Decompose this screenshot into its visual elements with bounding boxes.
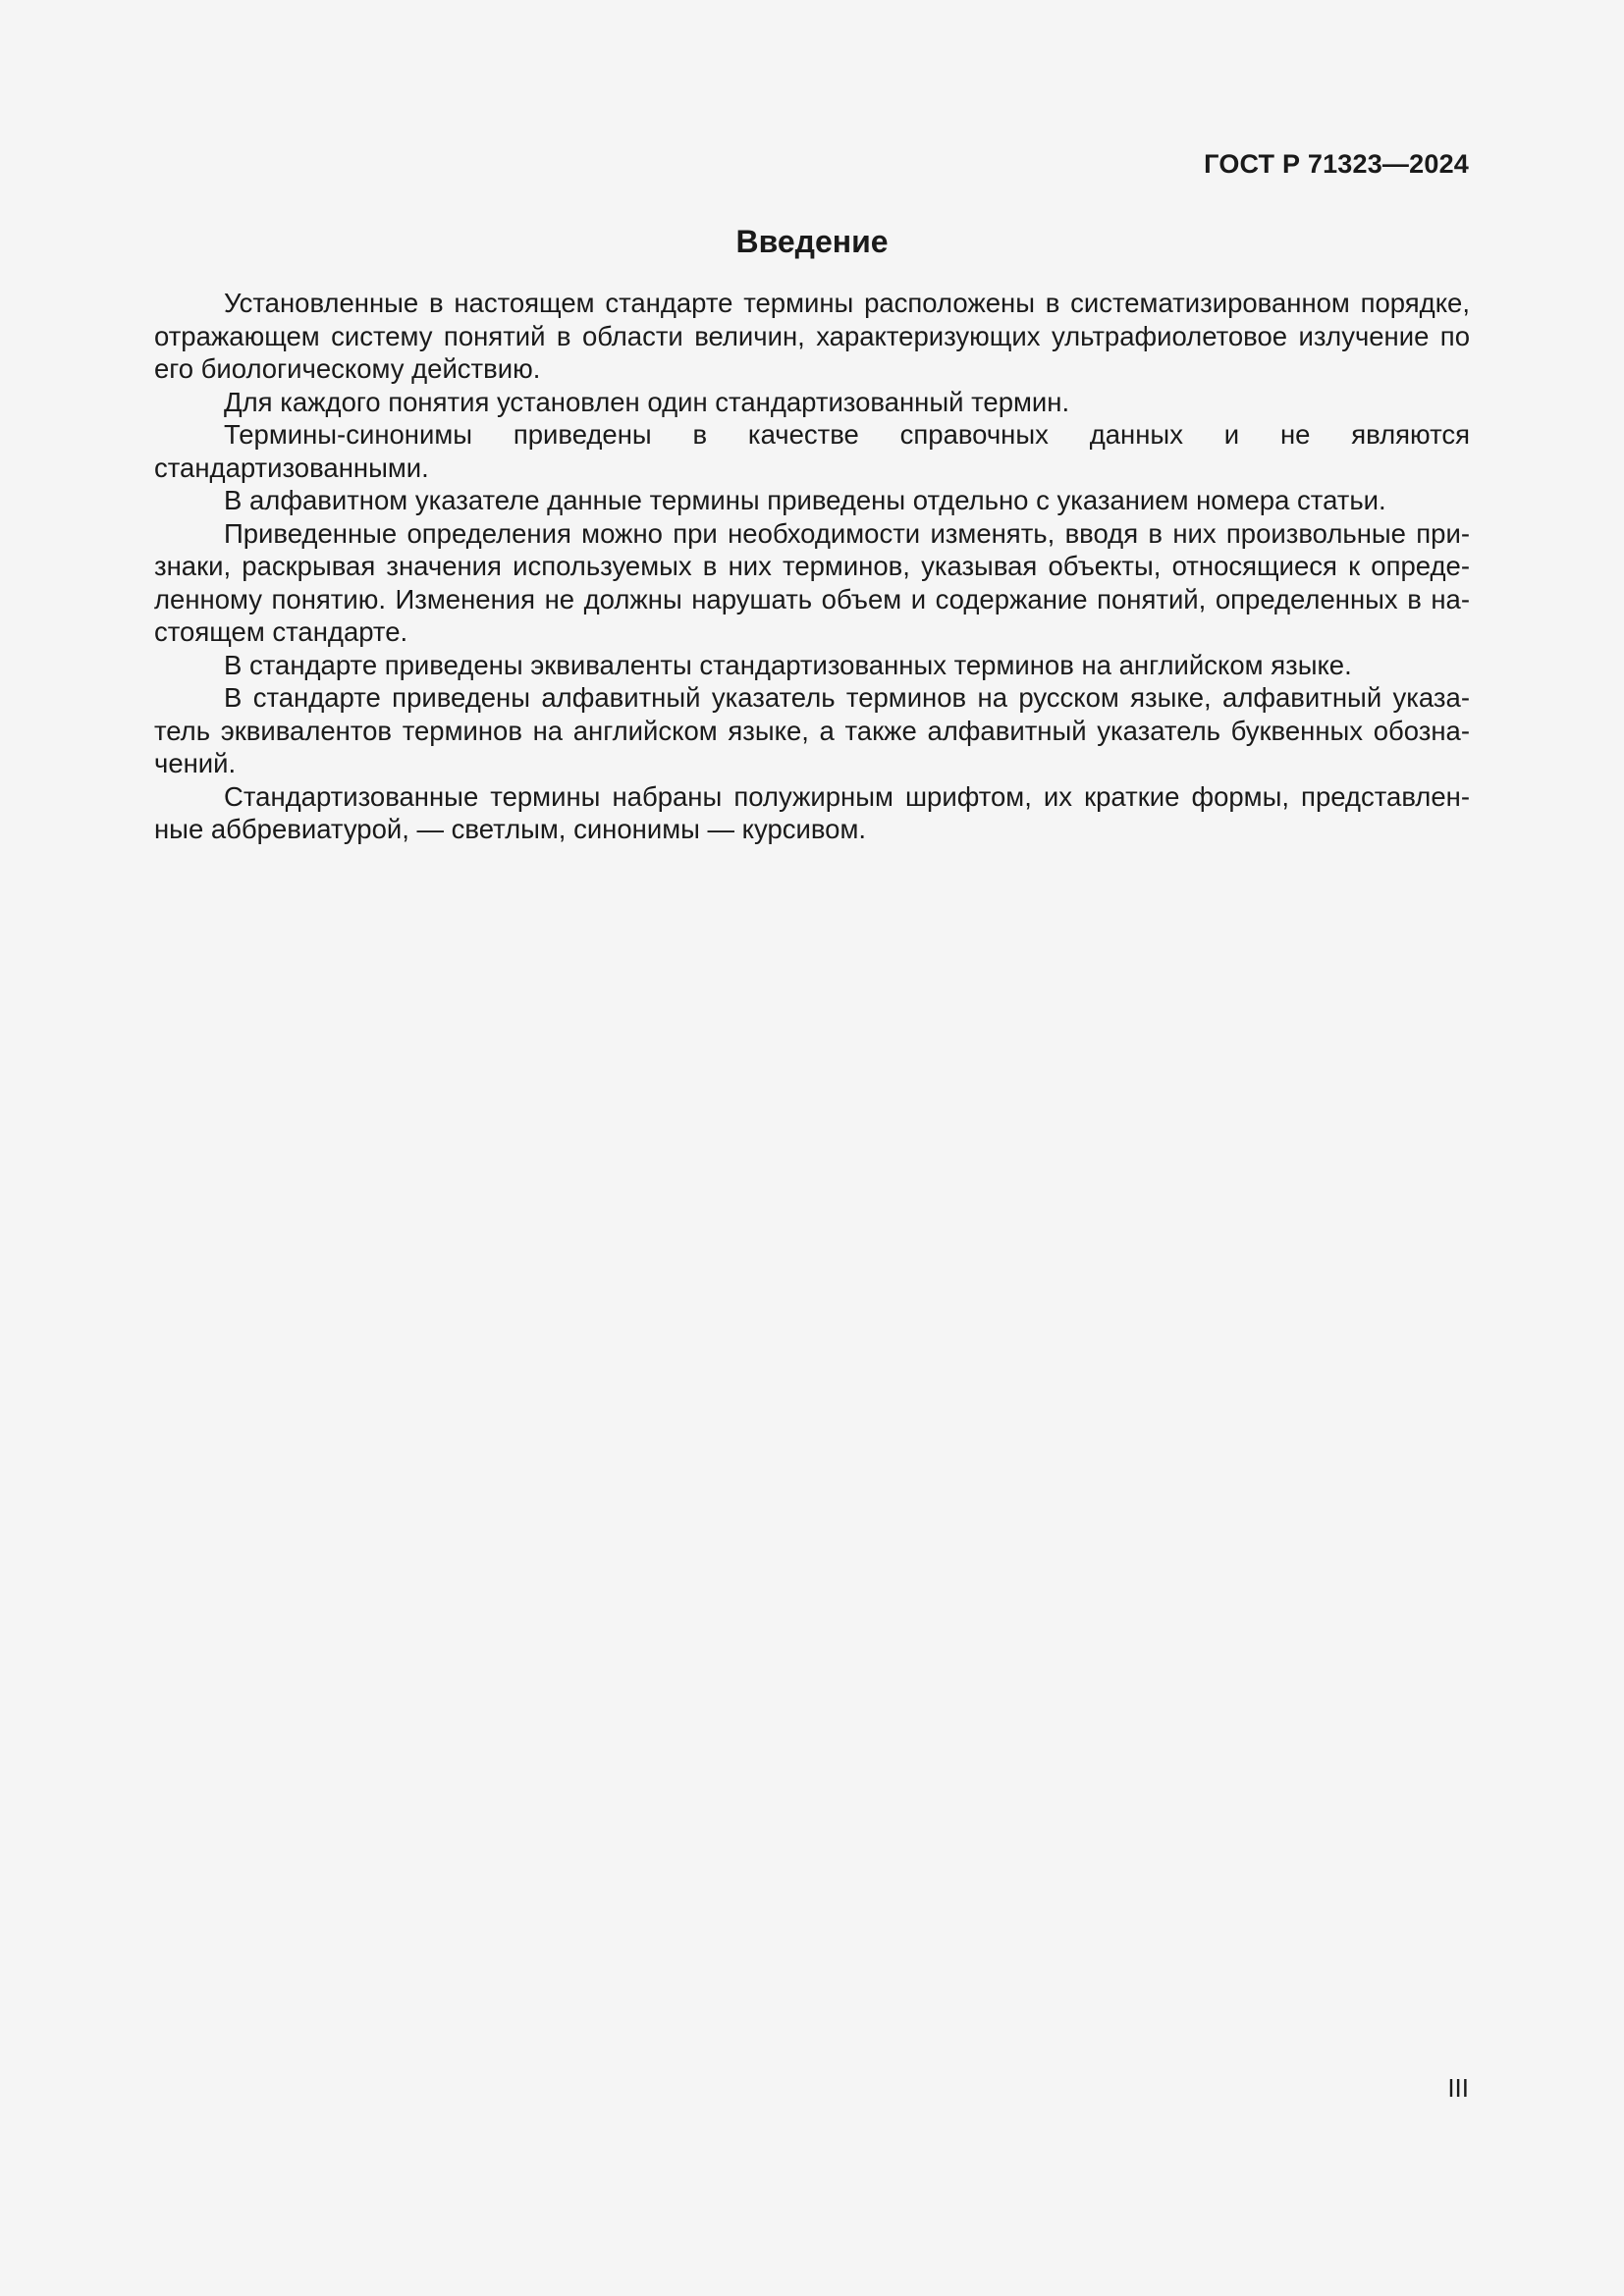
paragraph: В стандарте приведены эквиваленты стандартизованных терминов на английском языке. (224, 649, 1352, 680)
paragraph: Термины-синонимы приведены в качестве справочных данных и не являются стандартизованными. (154, 419, 1470, 483)
paragraph: Для каждого понятия установлен один стандартизованный термин. (224, 386, 1070, 417)
paragraph: Стандартизованные термины набраны полужирным шрифтом, их краткие формы, представленные аббревиатурой, — светлым, синонимы — курсивом. (154, 780, 1470, 844)
document-code: ГОСТ Р 71323—2024 (1204, 149, 1469, 179)
paragraph: В алфавитном указателе данные термины приведены отдельно с указанием номера статьи. (224, 485, 1386, 515)
section-title: Введение (735, 224, 889, 259)
paragraph: Приведенные определения можно при необходимости изменять, вводя в них произвольные признаки, раскрывая значения используемых в них терминов, указывая объекты, относящиеся к определенному понятию. Изменения не должны нарушать объем и содержание понятий, определенных в настоящем стандарте. (154, 517, 1470, 647)
introduction-body (154, 287, 1470, 846)
page-number: III (1447, 2073, 1469, 2103)
paragraph: В стандарте приведены алфавитный указатель терминов на русском языке, алфавитный указатель эквивалентов терминов на английском языке, а также алфавитный указатель буквенных обозначений. (154, 682, 1470, 778)
paragraph: Установленные в настоящем стандарте термины расположены в систематизированном порядке, отражающем систему понятий в области величин, характеризующих ультрафиолетовое излучение по его биологическому действию. (154, 288, 1470, 384)
